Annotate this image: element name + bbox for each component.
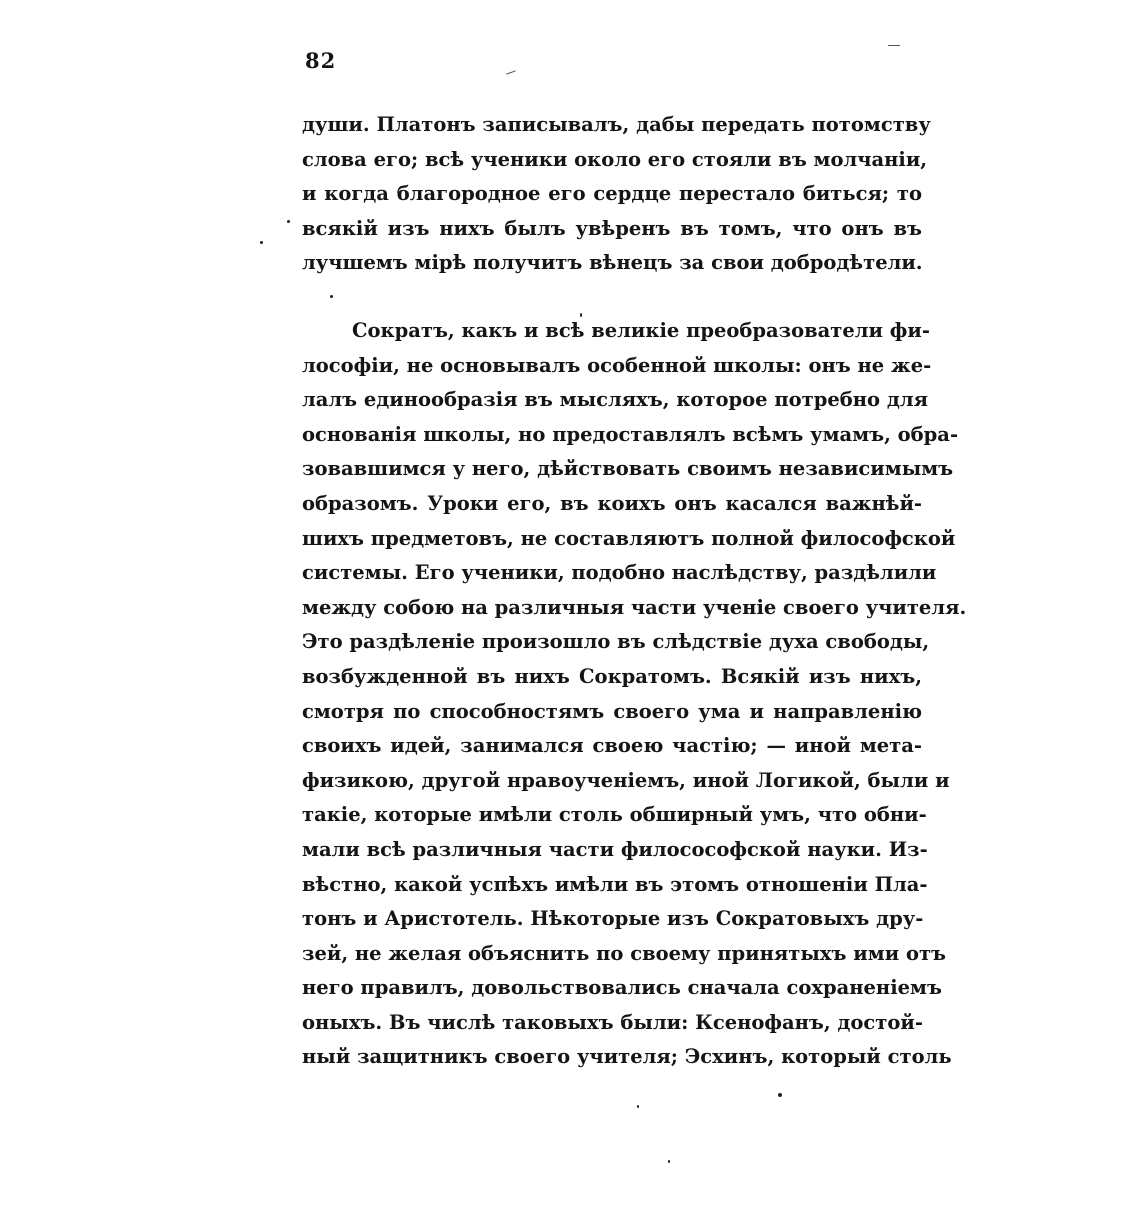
text-line: зей, не желая объяснить по своему принятыхъ ими отъ: [302, 941, 946, 965]
scan-speck: [580, 313, 582, 317]
text-line: и когда благородное его сердце перестало биться; то: [302, 182, 922, 206]
text-line: между собою на различныя части ученіе своего учителя.: [302, 595, 967, 619]
paragraph-1: [302, 108, 931, 281]
text-line: смотря по способностямъ своего ума и направленію: [302, 699, 922, 723]
text-line: ный защитникъ своего учителя; Эсхинъ, который столь: [302, 1045, 952, 1069]
text-line: Это раздѣленіе произошло въ слѣдствіе духа свободы,: [302, 630, 930, 654]
text-line: своихъ идей, занимался своею частію; — иной мета-: [302, 734, 922, 758]
page-number: 82: [305, 48, 337, 73]
text-line: тонъ и Аристотель. Нѣкоторые изъ Сократовыхъ дру-: [302, 907, 924, 931]
text-line: системы. Его ученики, подобно наслѣдству, раздѣлили: [302, 561, 937, 585]
scan-speck: [260, 241, 263, 244]
text-line: мали всѣ различныя части филосософской науки. Из-: [302, 837, 928, 861]
scan-mark: [888, 45, 900, 46]
text-line: основанія школы, но предоставлялъ всѣмъ умамъ, обра-: [302, 422, 959, 446]
text-line: шихъ предметовъ, не составляютъ полной философской: [302, 526, 956, 550]
text-line: лучшемъ мірѣ получитъ вѣнецъ за свои добродѣтели.: [302, 251, 923, 275]
text-line: образомъ. Уроки его, въ коихъ онъ касался важнѣй-: [302, 491, 922, 515]
paragraph-2: [302, 314, 967, 1075]
scan-speck: [637, 1105, 639, 1108]
text-line: физикою, другой нравоученіемъ, иной Логикой, были и: [302, 768, 950, 792]
text-line: него правилъ, довольствовались сначала сохраненіемъ: [302, 976, 942, 1000]
scan-mark: [506, 70, 516, 74]
scan-speck: [778, 1093, 782, 1097]
text-line: вѣстно, какой успѣхъ имѣли въ этомъ отношеніи Пла-: [302, 872, 928, 896]
text-line: оныхъ. Въ числѣ таковыхъ были: Ксенофанъ, достой-: [302, 1010, 923, 1034]
text-line: возбужденной въ нихъ Сократомъ. Всякій изъ нихъ,: [302, 664, 922, 688]
scan-speck: [668, 1160, 670, 1163]
text-line: лософіи, не основывалъ особенной школы: онъ не же-: [302, 353, 932, 377]
text-line: всякій изъ нихъ былъ увѣренъ въ томъ, что онъ въ: [302, 216, 922, 240]
scan-speck: [287, 220, 290, 223]
text-line: души. Платонъ записывалъ, дабы передать потомству: [302, 113, 931, 136]
text-line: лалъ единообразія въ мысляхъ, которое потребно для: [302, 388, 928, 412]
text-line: Сократъ, какъ и всѣ великіе преобразователи фи-: [352, 319, 930, 342]
text-line: слова его; всѣ ученики около его стояли въ молчаніи,: [302, 147, 928, 171]
text-line: такіе, которые имѣли столь обширный умъ, что обни-: [302, 803, 927, 827]
scan-speck: [330, 295, 333, 298]
text-line: зовавшимся у него, дѣйствовать своимъ независимымъ: [302, 457, 954, 481]
